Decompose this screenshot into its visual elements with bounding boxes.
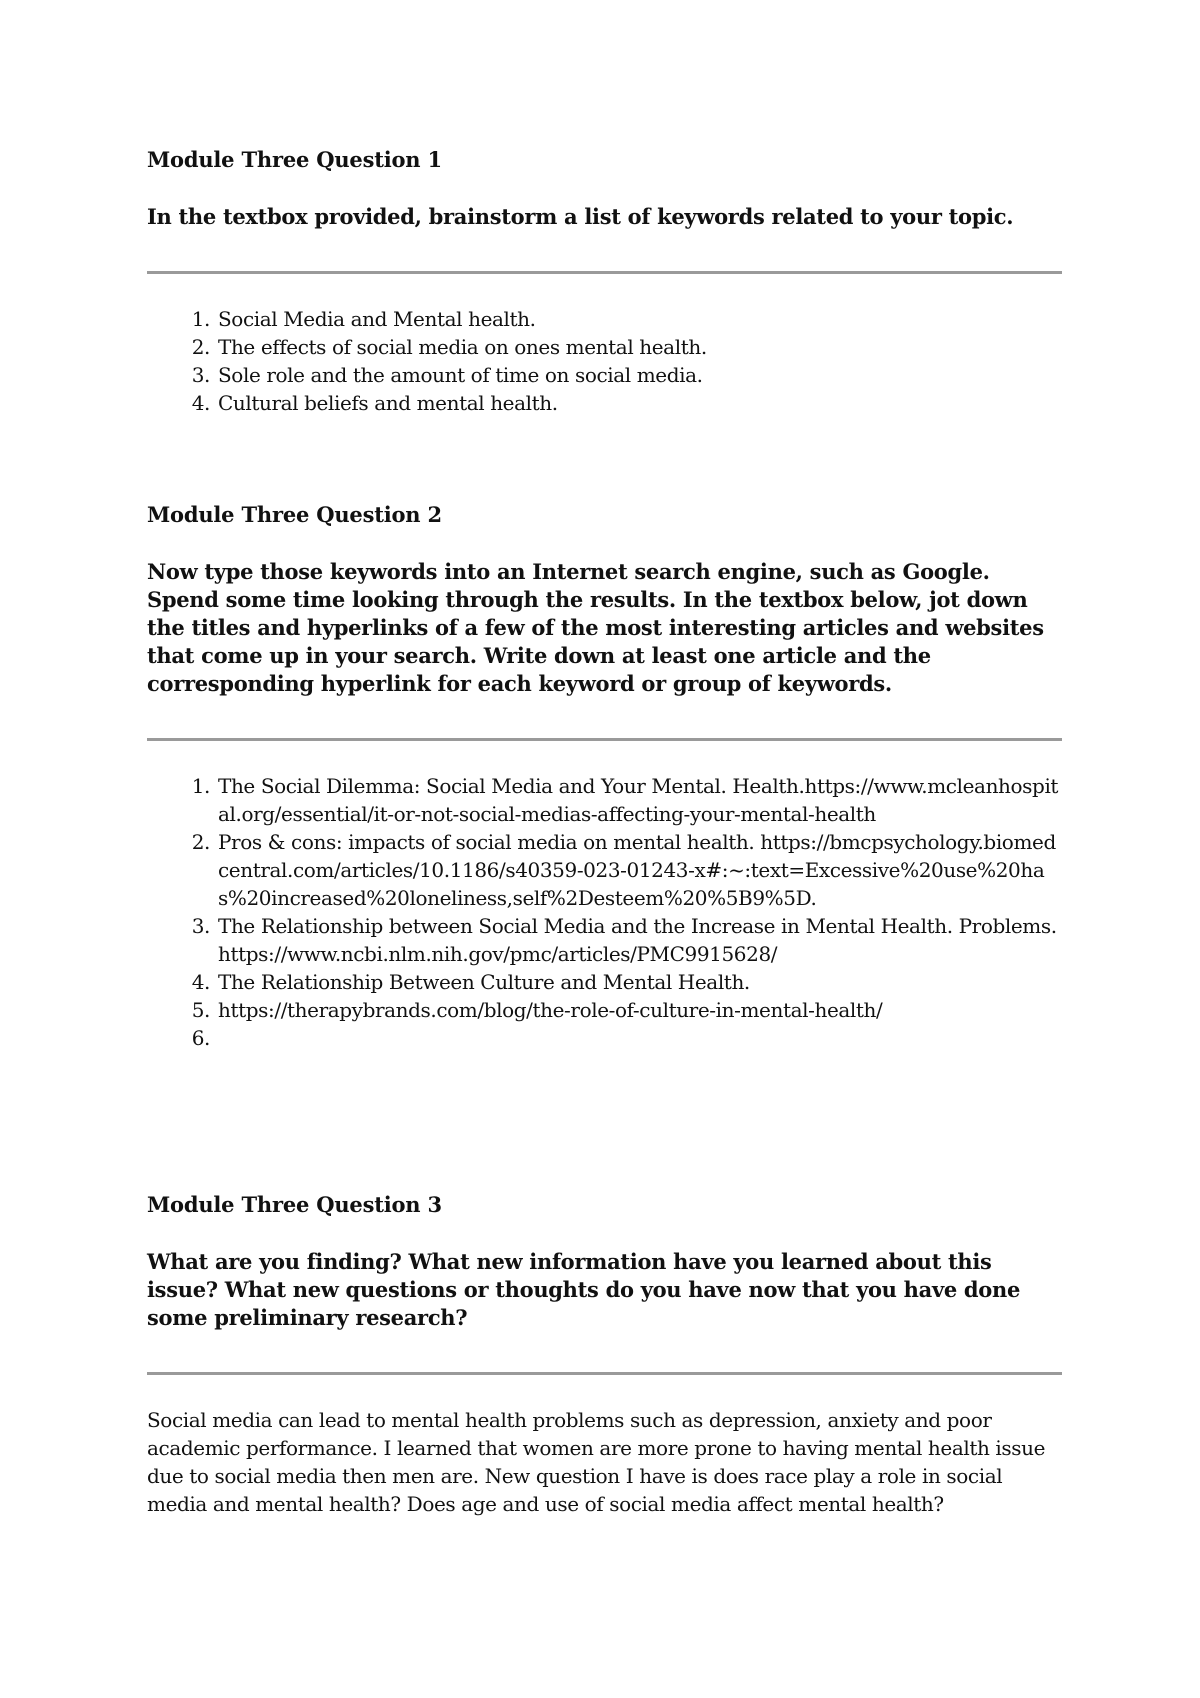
list-item: The effects of social media on ones mental health.	[218, 335, 707, 359]
question-1-answer-list	[147, 305, 1062, 417]
question-2-answer-list	[147, 772, 1062, 1052]
question-3-prompt: What are you finding? What new information have you learned about this issue? What new questions or thoughts do you have now that you have done some preliminary research?	[147, 1249, 1021, 1330]
list-item: Cultural beliefs and mental health.	[218, 391, 558, 415]
list-item	[218, 1024, 1062, 1052]
list-item: The Relationship Between Culture and Mental Health.	[218, 970, 750, 994]
question-2-prompt: Now type those keywords into an Internet search engine, such as Google. Spend some time looking through the results. In the textbox below, jot down the titles and hyperlinks of a few of the most interesting articles and websites that come up in your search. Write down at least one article and the corresponding hyperlink for each keyword or group of keywords.	[147, 559, 1044, 696]
question-1-prompt: In the textbox provided, brainstorm a list of keywords related to your topic.	[147, 204, 1014, 229]
list-item: Social Media and Mental health.	[218, 307, 536, 331]
question-3-answer: Social media can lead to mental health problems such as depression, anxiety and poor academic performance. I learned that women are more prone to having mental health issue due to social media then men are. New question I have is does race play a role in social media and mental health? Does age and use of social media affect mental health?	[147, 1408, 1046, 1516]
list-item: Pros & cons: impacts of social media on mental health. https://bmcpsychology.biomedcentral.com/articles/10.1186/s40359-023-01243-x#:~:text=Excessive%20use%20has%20increased%20loneliness,self%2Desteem%20%5B9%5D.	[218, 830, 1056, 910]
question-1-heading: Module Three Question 1	[147, 147, 442, 172]
answer-divider	[147, 1372, 1062, 1375]
list-item: Sole role and the amount of time on social media.	[218, 363, 703, 387]
list-item: The Social Dilemma: Social Media and Your Mental. Health.https://www.mcleanhospital.org/essential/it-or-not-social-medias-affecting-your-mental-health	[218, 774, 1059, 826]
answer-divider	[147, 271, 1062, 274]
answer-divider	[147, 738, 1062, 741]
list-item: The Relationship between Social Media and the Increase in Mental Health. Problems.https://www.ncbi.nlm.nih.gov/pmc/articles/PMC9915628/	[218, 914, 1057, 966]
question-3-heading: Module Three Question 3	[147, 1192, 442, 1217]
question-2-heading: Module Three Question 2	[147, 502, 442, 527]
list-item: https://therapybrands.com/blog/the-role-of-culture-in-mental-health/	[218, 998, 883, 1022]
